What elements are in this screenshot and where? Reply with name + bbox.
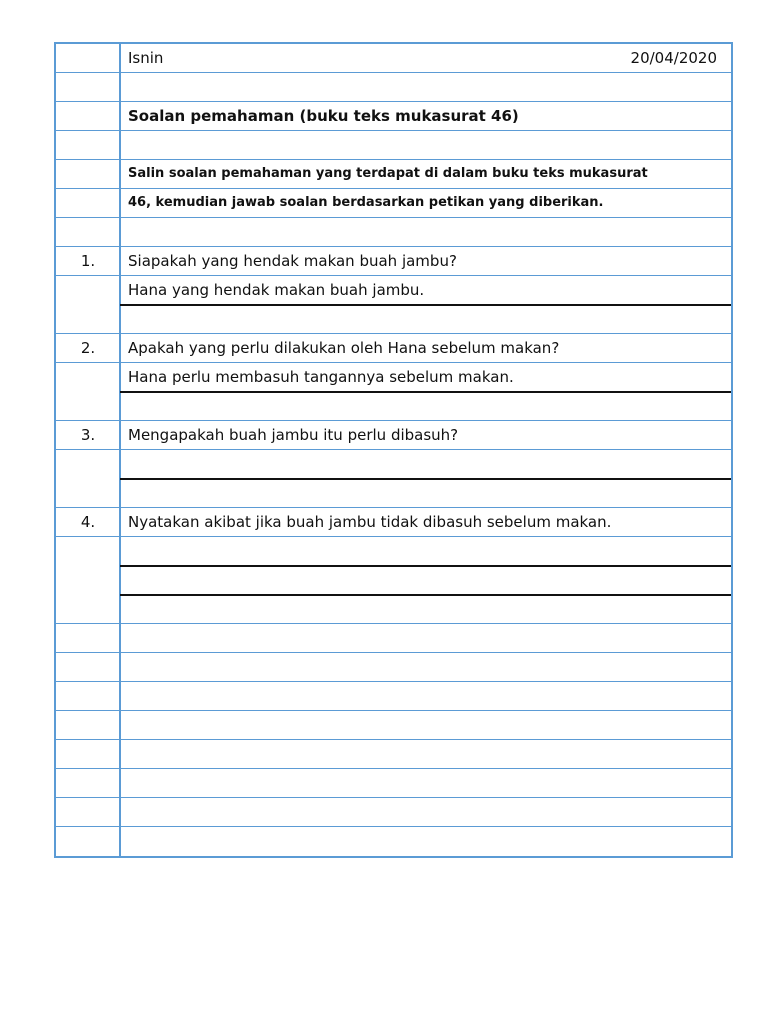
blank-row xyxy=(56,827,731,856)
instruction-row xyxy=(56,189,731,218)
blank-row xyxy=(56,392,731,421)
answer-text xyxy=(128,537,721,565)
question-text: Apakah yang perlu dilakukan oleh Hana sebelum makan? xyxy=(128,339,560,357)
answer-text xyxy=(128,450,721,478)
question-row xyxy=(56,334,731,363)
blank-row xyxy=(56,682,731,711)
answer-row xyxy=(56,363,731,392)
day-label: Isnin xyxy=(128,49,164,67)
blank-row xyxy=(56,305,731,334)
date-label: 20/04/2020 xyxy=(630,49,717,67)
instruction-row xyxy=(56,160,731,189)
blank-row xyxy=(56,131,731,160)
question-number: 3. xyxy=(80,426,96,444)
blank-row xyxy=(56,798,731,827)
blank-row xyxy=(56,769,731,798)
question-number: 4. xyxy=(80,513,96,531)
instruction-line-2: 46, kemudian jawab soalan berdasarkan petikan yang diberikan. xyxy=(128,195,604,210)
question-text: Siapakah yang hendak makan buah jambu? xyxy=(128,252,457,270)
answer-row xyxy=(56,537,731,566)
blank-row xyxy=(56,740,731,769)
exercise-table xyxy=(54,42,733,858)
answer-text: Hana perlu membasuh tangannya sebelum makan. xyxy=(128,368,514,386)
blank-row xyxy=(56,479,731,508)
answer-row xyxy=(56,276,731,305)
header-row xyxy=(56,44,731,73)
blank-row xyxy=(56,711,731,740)
blank-row xyxy=(56,624,731,653)
question-row xyxy=(56,421,731,450)
answer-text: Hana yang hendak makan buah jambu. xyxy=(128,281,425,299)
question-number: 1. xyxy=(80,252,96,270)
answer-row xyxy=(56,566,731,595)
blank-row xyxy=(56,653,731,682)
answer-row xyxy=(56,450,731,479)
blank-row xyxy=(56,73,731,102)
question-text: Nyatakan akibat jika buah jambu tidak dibasuh sebelum makan. xyxy=(128,513,612,531)
page-title: Soalan pemahaman (buku teks mukasurat 46) xyxy=(128,107,519,125)
question-row xyxy=(56,247,731,276)
question-text: Mengapakah buah jambu itu perlu dibasuh? xyxy=(128,426,459,444)
question-number: 2. xyxy=(80,339,96,357)
instruction-line-1: Salin soalan pemahaman yang terdapat di dalam buku teks mukasurat xyxy=(128,166,648,181)
title-row xyxy=(56,102,731,131)
blank-row xyxy=(56,595,731,624)
question-row xyxy=(56,508,731,537)
blank-row xyxy=(56,218,731,247)
